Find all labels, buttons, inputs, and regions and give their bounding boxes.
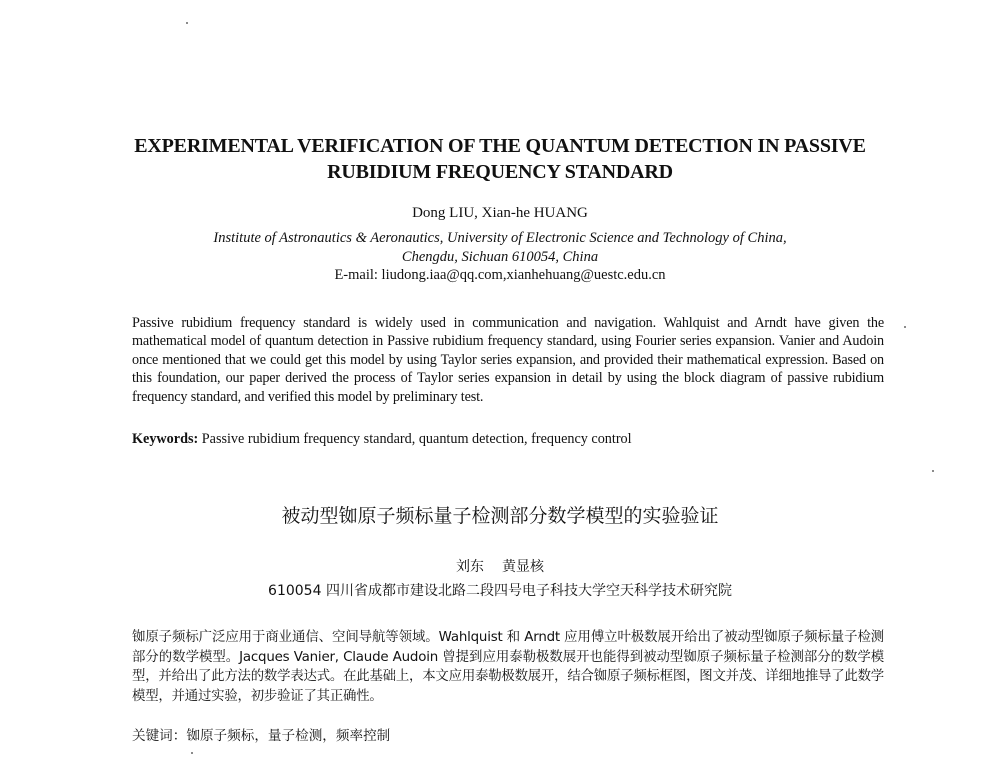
paper-title xyxy=(0,133,1000,185)
keywords-text: Passive rubidium frequency standard, quantum detection, frequency control xyxy=(198,431,632,447)
keywords xyxy=(132,430,892,449)
affiliation-line-2: Chengdu, Sichuan 610054, China xyxy=(401,249,599,265)
chinese-affiliation: 610054 四川省成都市建设北路二段四号电子科技大学空天科学技术研究院 xyxy=(268,583,732,599)
abstract: Passive rubidium frequency standard is widely used in communication and navigation. Wahlquist and Arndt have given the mathematical model of quantum detection in Passive rubidium frequency standard, using Fourier series expansion. Vanier and Audoin once mentioned that we could get this model by using Taylor series expansion, and provided their mathematical expression. Based on this foundation, our paper derived the process of Taylor series expansion in detail by using the block diagram of passive rubidium frequency standard, and verified this model by preliminary test. xyxy=(132,315,884,405)
chinese-abstract: 铷原子频标广泛应用于商业通信、空间导航等领域。Wahlquist 和 Arndt 应用傅立叶极数展开给出了被动型铷原子频标量子检测部分的数学模型。Jacques Vanier, Claude Audoin 曾提到应用泰勒极数展开也能得到被动型铷原子频标量子检测部分的数学模型，并给出了此方法的数学表达式。在此基础上，本文应用泰勒极数展开，结合铷原子频标框图，图文并茂、详细地推导了此数学模型，并通过实验，初步验证了其正确性。 xyxy=(132,630,884,704)
chinese-author-2: 黄显核 xyxy=(502,559,544,575)
scan-speck xyxy=(191,752,193,754)
chinese-keywords: 关键词：铷原子频标，量子检测，频率控制 xyxy=(132,728,391,744)
title-line-1: EXPERIMENTAL VERIFICATION OF THE QUANTUM DETECTION IN PASSIVE xyxy=(134,135,866,157)
affiliation xyxy=(0,229,1000,267)
scan-speck xyxy=(186,22,188,24)
email: E-mail: liudong.iaa@qq.com,xianhehuang@uestc.edu.cn xyxy=(334,267,666,283)
affiliation-line-1: Institute of Astronautics & Aeronautics, University of Electronic Science and Technology of China, xyxy=(213,230,787,246)
title-line-2: RUBIDIUM FREQUENCY STANDARD xyxy=(327,161,673,183)
keywords-label: Keywords: xyxy=(132,431,199,447)
scan-speck xyxy=(932,470,934,472)
chinese-title: 被动型铷原子频标量子检测部分数学模型的实验验证 xyxy=(281,505,719,527)
chinese-author-1: 刘东 xyxy=(456,559,484,575)
scan-speck xyxy=(904,326,906,328)
chinese-authors xyxy=(0,557,1000,577)
authors: Dong LIU, Xian-he HUANG xyxy=(412,205,588,221)
